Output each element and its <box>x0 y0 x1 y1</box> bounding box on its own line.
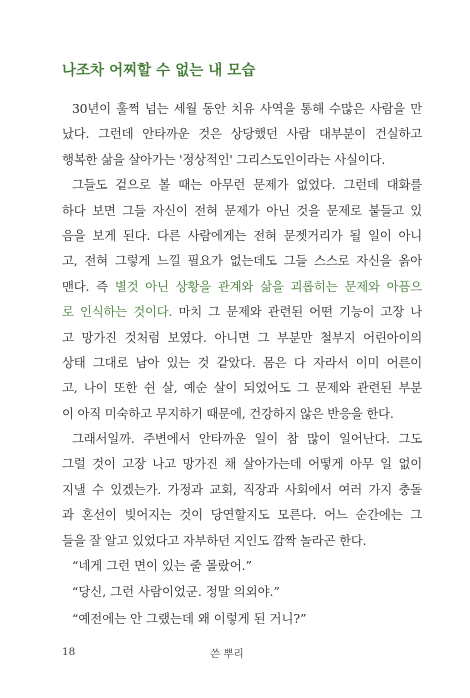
paragraph-line: 고, 나이 또한 쉰 살, 예순 살이 되었어도 그 문제와 관련된 부분 <box>62 380 422 396</box>
line-text: 맨다. 즉 <box>62 278 115 294</box>
paragraph-line <box>62 274 422 299</box>
running-footer-title: 쓴 뿌리 <box>210 648 244 660</box>
line-text: 마치 그 문제와 관련된 어떤 기능이 고장 나 <box>172 304 422 320</box>
dialogue-line: “네게 그런 면이 있는 줄 몰랐어.” <box>72 558 252 574</box>
dialogue-line: “예전에는 안 그랬는데 왜 이렇게 된 거니?” <box>72 610 307 626</box>
paragraph-line: 행복한 삶을 살아가는 '정상적인' 그리스도인이라는 사실이다. <box>62 151 386 167</box>
paragraph-line: 고 망가진 것처럼 보였다. 아니면 그 부분만 철부지 어린아이의 <box>62 329 422 345</box>
paragraph-line: 음을 보게 된다. 다른 사람에게는 전혀 문젯거리가 될 일이 아니 <box>62 227 422 243</box>
dialogue-line: “당신, 그런 사람이었군. 정말 의외야.” <box>72 584 280 600</box>
paragraph-line: 30년이 훌쩍 넘는 세월 동안 치유 사역을 통해 수많은 사람을 만 <box>72 101 422 116</box>
highlighted-text: 로 인식하는 것이다. <box>62 304 173 320</box>
page-number: 18 <box>62 646 76 658</box>
paragraph-line: 이 아직 미숙하고 무지하기 때문에, 건강하지 않은 반응을 한다. <box>62 405 394 421</box>
paragraph-line: 과 혼선이 빚어지는 것이 당연할지도 모른다. 어느 순간에는 그 <box>62 507 422 523</box>
paragraph-line: 고, 전혀 그렇게 느낄 필요가 없는데도 그들 스스로 자신을 옭아 <box>62 253 422 269</box>
paragraph-line: 상태 그대로 남아 있는 것 같았다. 몸은 다 자라서 이미 어른이 <box>62 354 422 370</box>
paragraph-line: 지낼 수 있겠는가. 가정과 교회, 직장과 사회에서 여러 가지 충돌 <box>62 481 422 497</box>
paragraph-line: 그래서일까. 주변에서 안타까운 일이 참 많이 일어난다. 그도 <box>72 431 422 447</box>
paragraph-line: 하다 보면 그들 자신이 전혀 문제가 아닌 것을 문제로 붙들고 있 <box>62 202 422 218</box>
body-text <box>62 96 422 632</box>
paragraph-line: 들을 잘 알고 있었다고 자부하던 지인도 깜짝 놀라곤 한다. <box>62 532 367 548</box>
paragraph-line <box>62 299 422 324</box>
highlighted-text: 별것 아닌 상황을 관계와 삶을 괴롭히는 문제와 아픔으 <box>114 278 422 294</box>
paragraph-line: 그럴 것이 고장 나고 망가진 채 살아가는데 어떻게 아무 일 없이 <box>62 456 422 472</box>
paragraph-line: 났다. 그런데 안타까운 것은 상당했던 사람 대부분이 건실하고 <box>62 126 422 142</box>
section-heading: 나조차 어찌할 수 없는 내 모습 <box>62 63 256 79</box>
paragraph-line: 그들도 겉으로 볼 때는 아무런 문제가 없었다. 그런데 대화를 <box>72 177 422 193</box>
